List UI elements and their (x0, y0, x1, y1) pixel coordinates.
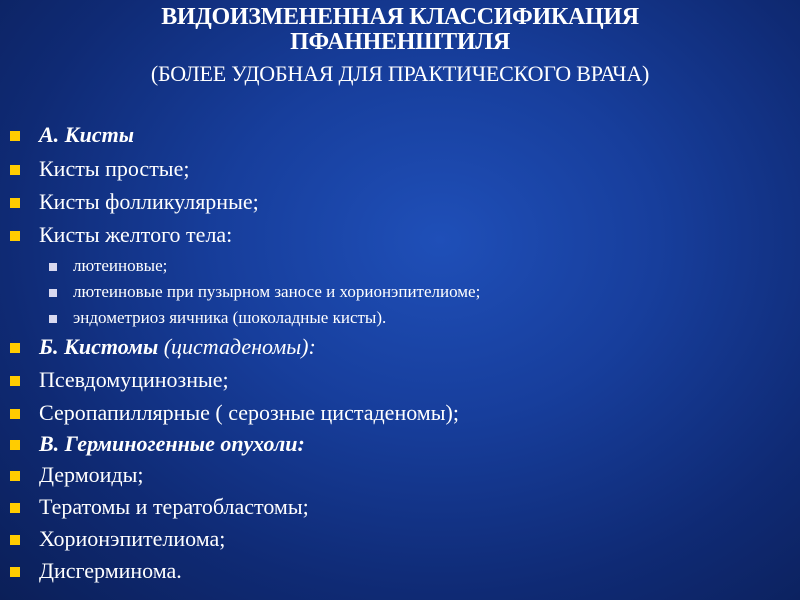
list-item-text: Псевдомуцинозные; (39, 367, 229, 392)
sub-list-item-text: лютеиновые; (73, 256, 168, 275)
square-bullet-icon (10, 440, 20, 450)
square-bullet-icon (10, 535, 20, 545)
square-bullet-icon (10, 409, 20, 419)
square-bullet-icon (10, 503, 20, 513)
sub-list-item-text: лютеиновые при пузырном заносе и хорионэпителиоме; (73, 282, 481, 301)
sub-list-item-text: эндометриоз яичника (шоколадные кисты). (73, 308, 387, 327)
list-item-text: Кисты фолликулярные; (39, 189, 259, 214)
list-item-text: Дермоиды; (39, 462, 144, 487)
list-item-text: Хорионэпителиома; (39, 526, 226, 551)
square-bullet-icon (10, 198, 20, 208)
list-item-text: Дисгерминома. (39, 558, 182, 583)
square-bullet-icon (10, 471, 20, 481)
square-bullet-icon (49, 289, 57, 297)
list-item-text: В. Герминогенные опухоли: (39, 431, 305, 456)
list-item-text: А. Кисты (39, 122, 134, 147)
square-bullet-icon (10, 231, 20, 241)
square-bullet-icon (10, 165, 20, 175)
list-item-text: Кисты желтого тела: (39, 222, 233, 247)
slide-subtitle: (БОЛЕЕ УДОБНАЯ ДЛЯ ПРАКТИЧЕСКОГО ВРАЧА) (150, 61, 650, 86)
list-item-text: Тератомы и тератобластомы; (39, 494, 309, 519)
list-item-text: Серопапиллярные ( серозные цистаденомы); (39, 400, 459, 425)
square-bullet-icon (10, 567, 20, 577)
list-item-text (39, 334, 316, 360)
list-item-text: Кисты простые; (39, 156, 190, 181)
square-bullet-icon (49, 263, 57, 271)
section-b-heading-extra: (цистаденомы): (158, 334, 316, 359)
slide-title: ВИДОИЗМЕНЕННАЯ КЛАССИФИКАЦИЯ ПФАННЕНШТИЛЯ (161, 4, 639, 55)
square-bullet-icon (49, 315, 57, 323)
square-bullet-icon (10, 131, 20, 141)
square-bullet-icon (10, 376, 20, 386)
square-bullet-icon (10, 343, 20, 353)
section-b-heading: Б. Кистомы (39, 334, 159, 359)
